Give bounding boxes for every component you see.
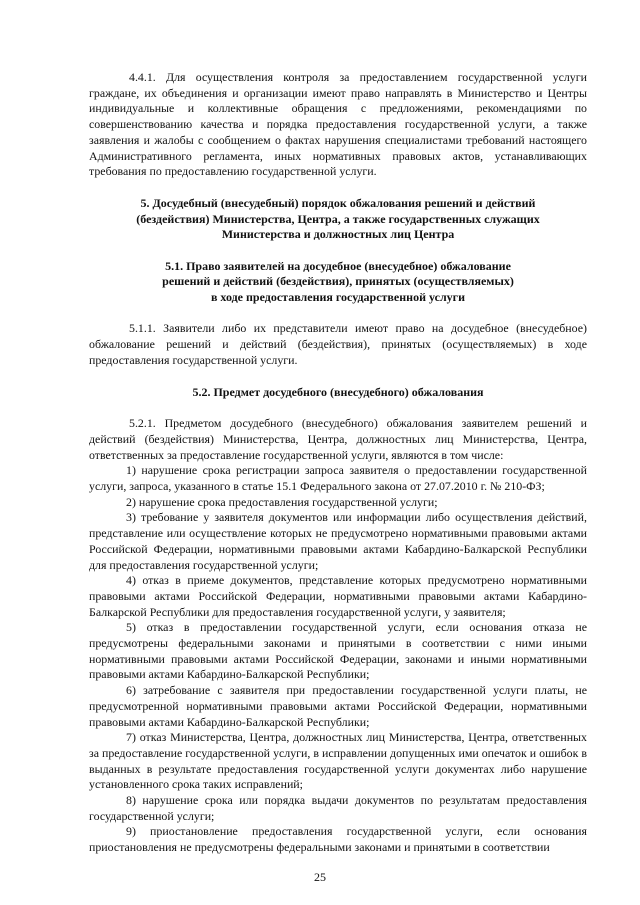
list-item: 9) приостановление предоставления государственной услуги, если основания приостановления не предусмотрены федеральными законами и принятыми в соответствии	[89, 824, 587, 855]
section-5-1-heading-line: 5.1. Право заявителей на досудебное (внесудебное) обжалование	[165, 258, 511, 273]
section-5-heading-line: Министерства и должностных лиц Центра	[221, 227, 455, 242]
list-item: 3) требование у заявителя документов или информации либо осуществления действий, представление или осуществление которых не предусмотрено нормативными правовыми актами Российской Федерации, нормативными правовыми актами Кабардино-Балкарской Республики для предоставления государственной услуги;	[89, 510, 587, 572]
paragraph-4-4-1: 4.4.1. Для осуществления контроля за предоставлением государственной услуги граждане, их объединения и организации имеют право направлять в Министерство и Центры индивидуальные и коллективные обращения с предложениями, рекомендациями по совершенствованию качества и порядка предоставления государственной услуги, а также заявления и жалобы с сообщением о фактах нарушения специалистами требований настоящего Административного регламента, иных нормативных правовых актов, устанавливающих требования по предоставлению государственной услуги.	[89, 70, 587, 179]
paragraph-5-2-1: 5.2.1. Предметом досудебного (внесудебного) обжалования заявителем решений и действий (бездействия) Министерства, Центра, должностных лиц Министерства, Центра, ответственных за предоставление государственной услуги, являются в том числе:	[89, 416, 587, 462]
section-5-1-heading	[89, 259, 587, 306]
list-item: 2) нарушение срока предоставления государственной услуги;	[126, 494, 438, 509]
list-item: 5) отказ в предоставлении государственной услуги, если основания отказа не предусмотрены федеральными законами и принятыми в соответствии с ними иными нормативными правовыми актами Российской Федерации, законами и иными нормативными правовыми актами Кабардино-Балкарской Республики;	[89, 620, 587, 682]
section-5-heading-line: (бездействия) Министерства, Центра, а также государственных служащих	[136, 211, 540, 226]
paragraph-5-1-1: 5.1.1. Заявители либо их представители имеют право на досудебное (внесудебное) обжалование решений и действий (бездействия), принятых (осуществляемых) в ходе предоставления государственной услуги.	[89, 321, 587, 367]
list-of-violations	[89, 463, 587, 856]
section-5-1-heading-line: решений и действий (бездействия), принятых (осуществляемых)	[162, 274, 514, 289]
list-item: 1) нарушение срока регистрации запроса заявителя о предоставлении государственной услуги, запроса, указанного в статье 15.1 Федерального закона от 27.07.2010 г. № 210-ФЗ;	[89, 463, 587, 493]
list-item: 6) затребование с заявителя при предоставлении государственной услуги платы, не предусмотренной нормативными правовыми актами Российской Федерации, нормативными правовыми актами Кабардино-Балкарской Республики;	[89, 683, 587, 729]
list-item: 4) отказ в приеме документов, представление которых предусмотрено нормативными правовыми актами Российской Федерации, нормативными правовыми актами Кабардино-Балкарской Республики для предоставления государственной услуги, у заявителя;	[89, 573, 587, 619]
section-5-heading-line: 5. Досудебный (внесудебный) порядок обжалования решений и действий	[140, 195, 536, 210]
list-item: 8) нарушение срока или порядка выдачи документов по результатам предоставления государственной услуги;	[89, 793, 587, 823]
document-page	[89, 70, 587, 856]
page-number: 25	[314, 870, 326, 884]
section-5-2-heading: 5.2. Предмет досудебного (внесудебного) обжалования	[192, 384, 484, 399]
list-item: 7) отказ Министерства, Центра, должностных лиц Министерства, Центра, ответственных за предоставление государственной услуги, в исправлении допущенных ими опечаток и ошибок в выданных в результате предоставления государственной услуги документах либо нарушение установленного срока таких исправлений;	[89, 730, 587, 792]
section-5-heading	[89, 196, 587, 243]
section-5-1-heading-line: в ходе предоставления государственной услуги	[210, 289, 466, 304]
